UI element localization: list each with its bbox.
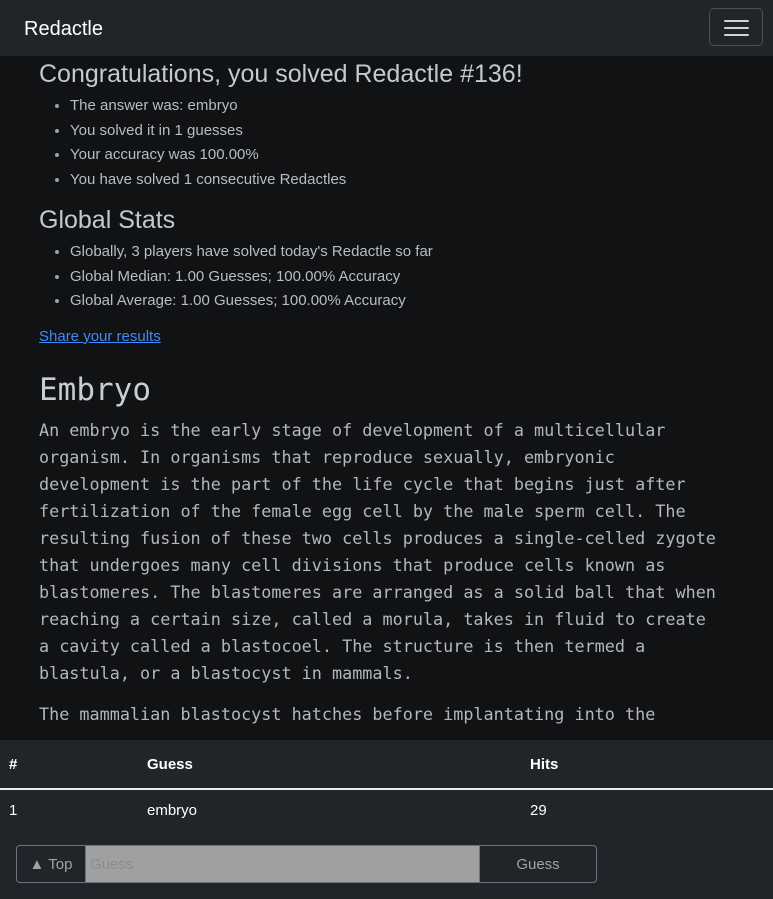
article-paragraph: The mammalian blastocyst hatches before implantating into the xyxy=(39,703,656,724)
top-button-label: Top xyxy=(48,855,73,873)
stat-accuracy: • Your accuracy was 100.00% xyxy=(70,143,721,168)
global-average: • Global Average: 1.00 Guesses; 100.00% Accuracy xyxy=(70,289,721,314)
table-row[interactable] xyxy=(0,789,773,832)
global-stats-title: Global Stats xyxy=(39,206,176,234)
table-header-row xyxy=(0,740,773,789)
win-stats-list xyxy=(39,94,721,192)
main-content[interactable] xyxy=(0,56,773,740)
guess-word: embryo xyxy=(138,789,521,832)
navbar xyxy=(0,0,773,56)
guess-input[interactable] xyxy=(86,846,479,882)
top-button[interactable] xyxy=(17,846,86,882)
menu-toggle-button[interactable] xyxy=(709,8,763,46)
article-title: Embryo xyxy=(39,371,151,408)
win-title: Congratulations, you solved Redactle #136! xyxy=(39,60,523,88)
column-header-number[interactable]: # xyxy=(0,740,138,789)
global-stats-list xyxy=(39,240,721,314)
article-paragraph: An embryo is the early stage of development of a multicellular organism. In organisms that reproduce sexually, embryonic development is the part of the life cycle that begins just after fertilization of the female egg cell by the male sperm cell. The resulting fusion of these two cells produces a single-celled zygote that undergoes many cell divisions that produce cells known as blastomeres. The blastomeres are arranged as a solid ball that when reaching a certain size, called a morula, takes in fluid to create a cavity called a blastocoel. The structure is then termed a blastula, or a blastocyst in mammals. xyxy=(39,419,716,683)
stat-guesses: • You solved it in 1 guesses xyxy=(70,119,721,144)
column-header-hits[interactable]: Hits xyxy=(521,740,773,789)
brand-logo[interactable]: Redactle xyxy=(24,18,103,40)
guess-input-group xyxy=(16,845,597,883)
guess-button[interactable]: Guess xyxy=(479,846,596,882)
column-header-guess[interactable]: Guess xyxy=(138,740,521,789)
triangle-up-icon: ▲ xyxy=(29,855,45,873)
stat-answer: • The answer was: embryo xyxy=(70,94,721,119)
stat-streak: • You have solved 1 consecutive Redactles xyxy=(70,168,721,193)
guess-bar xyxy=(0,831,773,899)
share-results-link[interactable]: Share your results xyxy=(39,327,161,345)
guess-number: 1 xyxy=(0,789,138,832)
global-median: • Global Median: 1.00 Guesses; 100.00% Accuracy xyxy=(70,265,721,290)
global-solvers: • Globally, 3 players have solved today's Redactle so far xyxy=(70,240,721,265)
guess-hits: 29 xyxy=(521,789,773,832)
guess-table xyxy=(0,740,773,832)
